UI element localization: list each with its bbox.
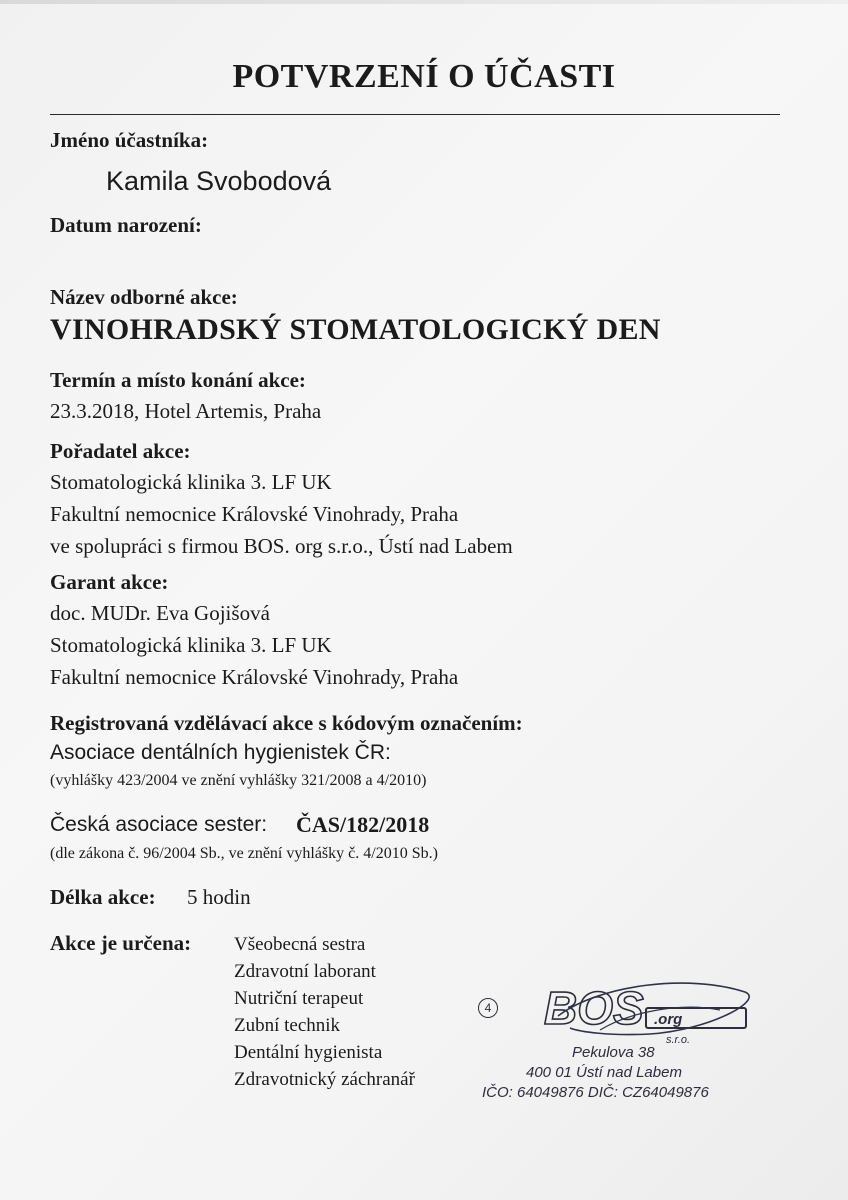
intended-item: Zdravotní laborant	[234, 961, 376, 982]
intended-item: Dentální hygienista	[234, 1042, 383, 1063]
adh-note: (vyhlášky 423/2004 ve znění vyhlášky 321/2008 a 4/2010)	[50, 772, 427, 789]
event-label: Název odborné akce:	[50, 285, 238, 309]
bos-logo	[540, 972, 760, 1042]
intended-item: Zubní technik	[234, 1015, 341, 1036]
stamp-number: 4	[478, 998, 498, 1018]
guarantor-line: Stomatologická klinika 3. LF UK	[50, 633, 332, 657]
participant-label: Jméno účastníka:	[50, 128, 209, 152]
stamp-ids: IČO: 64049876 DIČ: CZ64049876	[482, 1084, 709, 1101]
participant-name: Kamila Svobodová	[106, 166, 332, 196]
svg-text:BOS: BOS	[544, 982, 644, 1034]
guarantor-line: doc. MUDr. Eva Gojišová	[50, 601, 270, 625]
organizer-line: Fakultní nemocnice Královské Vinohrady, Praha	[50, 502, 459, 526]
stamp-street: Pekulova 38	[572, 1044, 655, 1061]
birthdate-label: Datum narození:	[50, 213, 202, 237]
stamp-suffix: s.r.o.	[666, 1034, 691, 1046]
event-name: VINOHRADSKÝ STOMATOLOGICKÝ DEN	[50, 313, 661, 346]
stamp-city: 400 01 Ústí nad Labem	[526, 1064, 682, 1081]
date-place-label: Termín a místo konání akce:	[50, 368, 306, 392]
title-underline	[50, 114, 780, 115]
intended-label: Akce je určena:	[50, 931, 192, 955]
company-stamp	[470, 972, 770, 1112]
guarantor-label: Garant akce:	[50, 570, 169, 594]
document-title: POTVRZENÍ O ÚČASTI	[232, 58, 616, 95]
cas-label: Česká asociace sester:	[50, 813, 268, 836]
duration-value: 5 hodin	[187, 885, 251, 909]
duration-label: Délka akce:	[50, 885, 156, 909]
organizer-line: ve spolupráci s firmou BOS. org s.r.o., Ústí nad Labem	[50, 534, 513, 558]
adh-label: Asociace dentálních hygienistek ČR:	[50, 741, 391, 764]
organizer-line: Stomatologická klinika 3. LF UK	[50, 470, 332, 494]
intended-item: Všeobecná sestra	[234, 934, 366, 955]
date-place: 23.3.2018, Hotel Artemis, Praha	[50, 399, 322, 423]
registered-label: Registrovaná vzdělávací akce s kódovým označením:	[50, 711, 523, 735]
intended-item: Nutriční terapeut	[234, 988, 364, 1009]
organizer-label: Pořadatel akce:	[50, 439, 191, 463]
guarantor-line: Fakultní nemocnice Královské Vinohrady, Praha	[50, 665, 459, 689]
intended-item: Zdravotnický záchranář	[234, 1069, 415, 1090]
cas-code: ČAS/182/2018	[296, 812, 430, 837]
cas-note: (dle zákona č. 96/2004 Sb., ve znění vyhlášky č. 4/2010 Sb.)	[50, 845, 438, 862]
svg-text:.org: .org	[654, 1011, 683, 1028]
